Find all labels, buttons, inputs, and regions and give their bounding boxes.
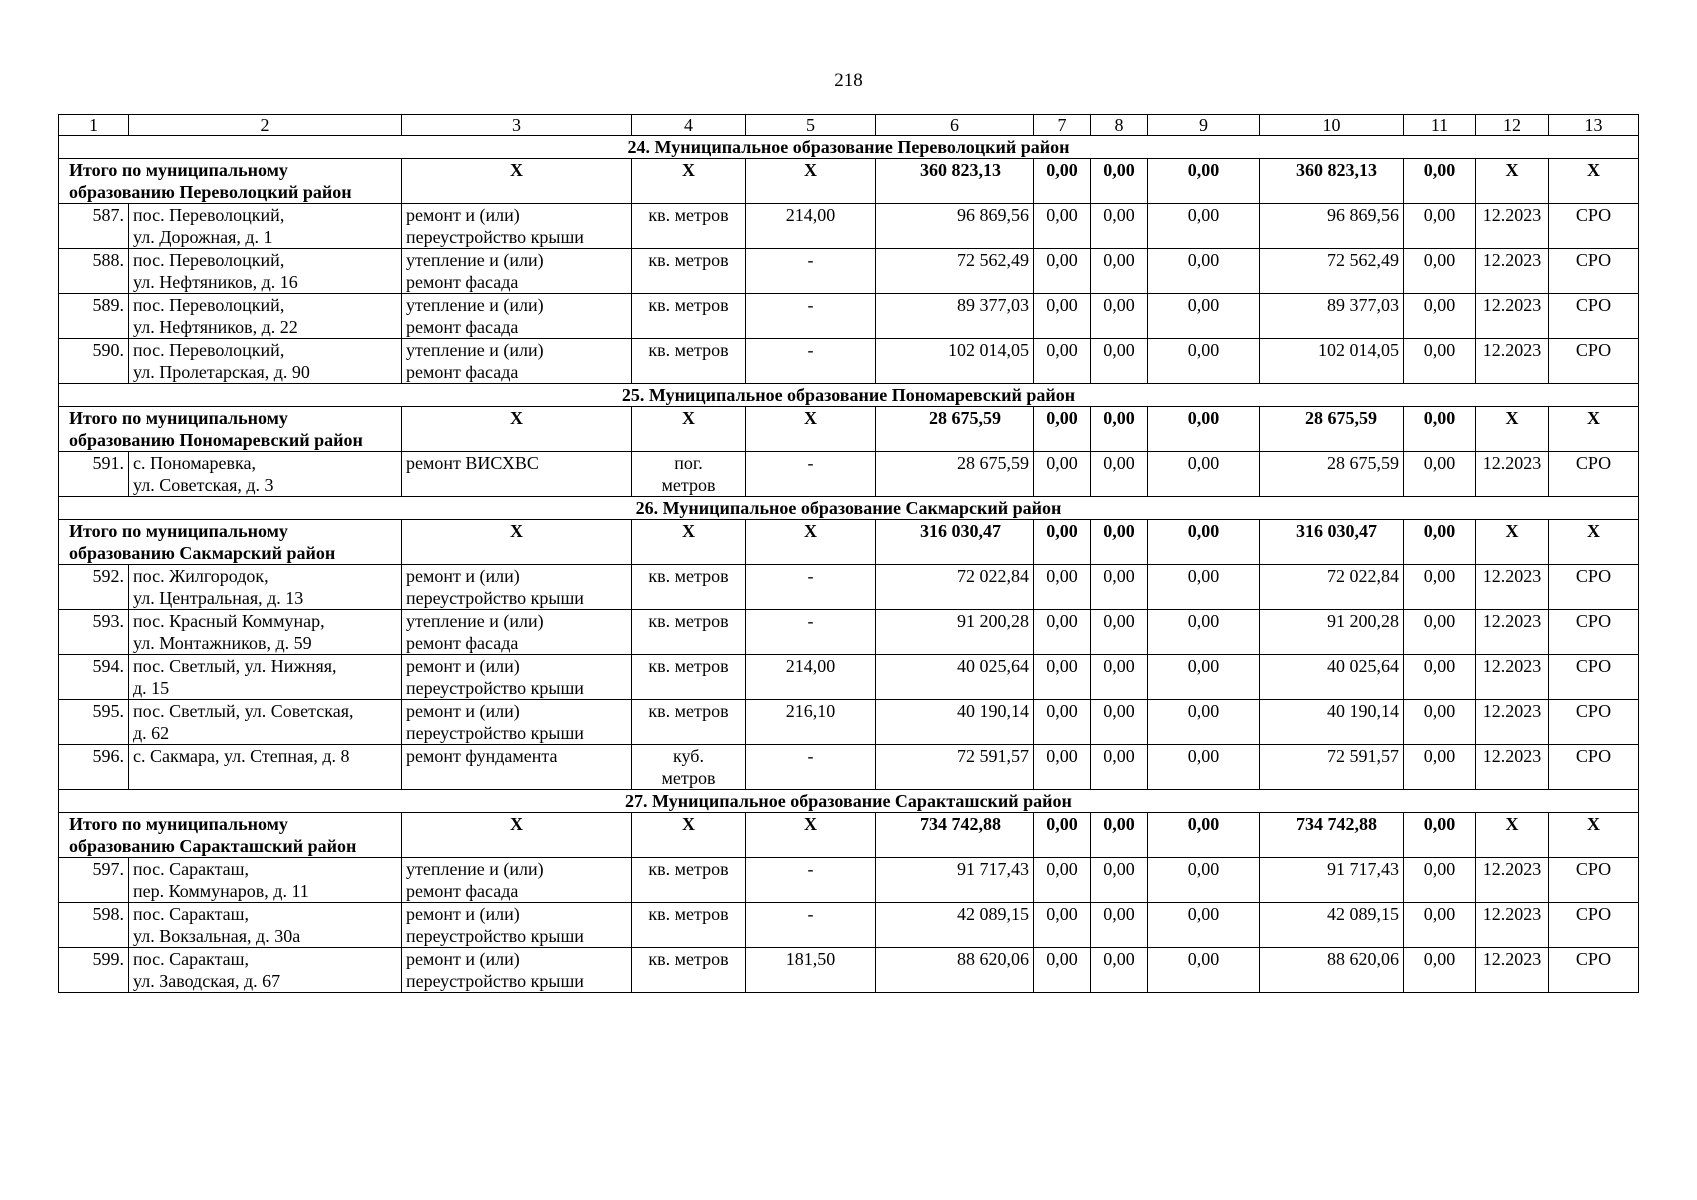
column-number: 12 [1476, 115, 1549, 136]
col11-cell: 0,00 [1404, 452, 1476, 497]
column-number: 11 [1404, 115, 1476, 136]
address-cell: с. Сакмара, ул. Степная, д. 8 [129, 745, 402, 790]
deadline-cell: 12.2023 [1476, 700, 1549, 745]
quantity-cell: - [746, 294, 876, 339]
total-col9: 0,00 [1148, 520, 1260, 565]
col10-cell: 72 022,84 [1260, 565, 1404, 610]
executor-cell: СРО [1549, 745, 1639, 790]
unit-cell: кв. метров [632, 700, 746, 745]
unit-cell: кв. метров [632, 903, 746, 948]
table-row [59, 903, 1639, 948]
cost-cell: 40 025,64 [876, 655, 1034, 700]
quantity-cell: - [746, 565, 876, 610]
cost-cell: 72 022,84 [876, 565, 1034, 610]
col7-cell: 0,00 [1034, 339, 1091, 384]
cost-cell: 96 869,56 [876, 204, 1034, 249]
row-number: 598. [59, 903, 129, 948]
col7-cell: 0,00 [1034, 249, 1091, 294]
section-heading-row [59, 790, 1639, 813]
col10-cell: 89 377,03 [1260, 294, 1404, 339]
address-cell: пос. Переволоцкий, ул. Нефтяников, д. 16 [129, 249, 402, 294]
col8-cell: 0,00 [1091, 745, 1148, 790]
executor-cell: СРО [1549, 249, 1639, 294]
total-cost: 734 742,88 [876, 813, 1034, 858]
total-col10: 734 742,88 [1260, 813, 1404, 858]
executor-cell: СРО [1549, 700, 1639, 745]
cost-cell: 88 620,06 [876, 948, 1034, 993]
executor-cell: СРО [1549, 294, 1639, 339]
table-body [59, 115, 1639, 993]
col7-cell: 0,00 [1034, 745, 1091, 790]
col10-cell: 40 025,64 [1260, 655, 1404, 700]
unit-cell: куб. метров [632, 745, 746, 790]
total-col8: 0,00 [1091, 520, 1148, 565]
work-type-cell: ремонт ВИСХВС [402, 452, 632, 497]
total-col5: Х [746, 813, 876, 858]
quantity-cell: - [746, 452, 876, 497]
column-number: 8 [1091, 115, 1148, 136]
quantity-cell: - [746, 249, 876, 294]
section-total-row [59, 159, 1639, 204]
column-number: 4 [632, 115, 746, 136]
executor-cell: СРО [1549, 565, 1639, 610]
address-cell: пос. Переволоцкий, ул. Дорожная, д. 1 [129, 204, 402, 249]
deadline-cell: 12.2023 [1476, 452, 1549, 497]
col11-cell: 0,00 [1404, 610, 1476, 655]
total-cost: 360 823,13 [876, 159, 1034, 204]
col7-cell: 0,00 [1034, 452, 1091, 497]
unit-cell: кв. метров [632, 204, 746, 249]
col9-cell: 0,00 [1148, 655, 1260, 700]
work-type-cell: утепление и (или) ремонт фасада [402, 249, 632, 294]
col8-cell: 0,00 [1091, 903, 1148, 948]
col7-cell: 0,00 [1034, 858, 1091, 903]
address-cell: пос. Переволоцкий, ул. Нефтяников, д. 22 [129, 294, 402, 339]
table-row [59, 700, 1639, 745]
table-row [59, 294, 1639, 339]
total-col12: Х [1476, 813, 1549, 858]
capital-repair-table [58, 114, 1639, 993]
row-number: 590. [59, 339, 129, 384]
section-title: 27. Муниципальное образование Саракташский район [59, 790, 1639, 813]
executor-cell: СРО [1549, 903, 1639, 948]
col10-cell: 42 089,15 [1260, 903, 1404, 948]
work-type-cell: ремонт и (или) переустройство крыши [402, 655, 632, 700]
cost-cell: 91 200,28 [876, 610, 1034, 655]
total-col13: Х [1549, 159, 1639, 204]
col7-cell: 0,00 [1034, 903, 1091, 948]
unit-cell: кв. метров [632, 858, 746, 903]
column-number: 13 [1549, 115, 1639, 136]
table-row [59, 339, 1639, 384]
col9-cell: 0,00 [1148, 948, 1260, 993]
total-col5: Х [746, 407, 876, 452]
row-number: 595. [59, 700, 129, 745]
total-col4: Х [632, 159, 746, 204]
executor-cell: СРО [1549, 452, 1639, 497]
total-col12: Х [1476, 407, 1549, 452]
deadline-cell: 12.2023 [1476, 903, 1549, 948]
total-col11: 0,00 [1404, 813, 1476, 858]
col9-cell: 0,00 [1148, 452, 1260, 497]
total-col3: Х [402, 813, 632, 858]
work-type-cell: ремонт и (или) переустройство крыши [402, 903, 632, 948]
column-number: 3 [402, 115, 632, 136]
table-row [59, 745, 1639, 790]
total-col7: 0,00 [1034, 813, 1091, 858]
column-number: 6 [876, 115, 1034, 136]
col8-cell: 0,00 [1091, 858, 1148, 903]
deadline-cell: 12.2023 [1476, 294, 1549, 339]
section-title: 25. Муниципальное образование Пономаревский район [59, 384, 1639, 407]
col11-cell: 0,00 [1404, 339, 1476, 384]
total-col4: Х [632, 407, 746, 452]
col11-cell: 0,00 [1404, 903, 1476, 948]
quantity-cell: - [746, 858, 876, 903]
row-number: 589. [59, 294, 129, 339]
deadline-cell: 12.2023 [1476, 339, 1549, 384]
address-cell: пос. Переволоцкий, ул. Пролетарская, д. 90 [129, 339, 402, 384]
page-number: 218 [834, 70, 863, 91]
column-number: 2 [129, 115, 402, 136]
table-row [59, 452, 1639, 497]
total-col7: 0,00 [1034, 159, 1091, 204]
total-col5: Х [746, 520, 876, 565]
col11-cell: 0,00 [1404, 948, 1476, 993]
unit-cell: кв. метров [632, 565, 746, 610]
deadline-cell: 12.2023 [1476, 249, 1549, 294]
col9-cell: 0,00 [1148, 204, 1260, 249]
row-number: 593. [59, 610, 129, 655]
col8-cell: 0,00 [1091, 339, 1148, 384]
total-col11: 0,00 [1404, 159, 1476, 204]
cost-cell: 72 591,57 [876, 745, 1034, 790]
row-number: 597. [59, 858, 129, 903]
cost-cell: 28 675,59 [876, 452, 1034, 497]
col9-cell: 0,00 [1148, 249, 1260, 294]
total-col13: Х [1549, 813, 1639, 858]
address-cell: пос. Саракташ, пер. Коммунаров, д. 11 [129, 858, 402, 903]
cost-cell: 102 014,05 [876, 339, 1034, 384]
address-cell: с. Пономаревка, ул. Советская, д. 3 [129, 452, 402, 497]
col11-cell: 0,00 [1404, 294, 1476, 339]
total-col10: 360 823,13 [1260, 159, 1404, 204]
address-cell: пос. Светлый, ул. Советская, д. 62 [129, 700, 402, 745]
deadline-cell: 12.2023 [1476, 204, 1549, 249]
section-title: 26. Муниципальное образование Сакмарский район [59, 497, 1639, 520]
table-row [59, 655, 1639, 700]
col7-cell: 0,00 [1034, 700, 1091, 745]
unit-cell: кв. метров [632, 655, 746, 700]
total-col7: 0,00 [1034, 407, 1091, 452]
total-cost: 28 675,59 [876, 407, 1034, 452]
row-number: 587. [59, 204, 129, 249]
col9-cell: 0,00 [1148, 903, 1260, 948]
total-label: Итого по муниципальному образованию Саракташский район [59, 813, 402, 858]
quantity-cell: - [746, 745, 876, 790]
section-heading-row [59, 384, 1639, 407]
table-row [59, 858, 1639, 903]
work-type-cell: утепление и (или) ремонт фасада [402, 339, 632, 384]
col11-cell: 0,00 [1404, 858, 1476, 903]
quantity-cell: 216,10 [746, 700, 876, 745]
executor-cell: СРО [1549, 948, 1639, 993]
total-col11: 0,00 [1404, 520, 1476, 565]
col8-cell: 0,00 [1091, 249, 1148, 294]
table-row [59, 948, 1639, 993]
column-number-row [59, 115, 1639, 136]
executor-cell: СРО [1549, 858, 1639, 903]
address-cell: пос. Саракташ, ул. Вокзальная, д. 30а [129, 903, 402, 948]
quantity-cell: 214,00 [746, 204, 876, 249]
col9-cell: 0,00 [1148, 294, 1260, 339]
section-total-row [59, 407, 1639, 452]
col10-cell: 96 869,56 [1260, 204, 1404, 249]
col11-cell: 0,00 [1404, 565, 1476, 610]
col9-cell: 0,00 [1148, 858, 1260, 903]
total-col13: Х [1549, 520, 1639, 565]
work-type-cell: ремонт и (или) переустройство крыши [402, 700, 632, 745]
col8-cell: 0,00 [1091, 655, 1148, 700]
total-col4: Х [632, 520, 746, 565]
work-type-cell: утепление и (или) ремонт фасада [402, 294, 632, 339]
column-number: 9 [1148, 115, 1260, 136]
total-col10: 316 030,47 [1260, 520, 1404, 565]
unit-cell: пог. метров [632, 452, 746, 497]
work-type-cell: ремонт фундамента [402, 745, 632, 790]
row-number: 596. [59, 745, 129, 790]
row-number: 599. [59, 948, 129, 993]
work-type-cell: утепление и (или) ремонт фасада [402, 858, 632, 903]
address-cell: пос. Красный Коммунар, ул. Монтажников, д. 59 [129, 610, 402, 655]
col10-cell: 102 014,05 [1260, 339, 1404, 384]
deadline-cell: 12.2023 [1476, 858, 1549, 903]
executor-cell: СРО [1549, 610, 1639, 655]
col10-cell: 72 562,49 [1260, 249, 1404, 294]
address-cell: пос. Светлый, ул. Нижняя, д. 15 [129, 655, 402, 700]
column-number: 10 [1260, 115, 1404, 136]
quantity-cell: 214,00 [746, 655, 876, 700]
work-type-cell: ремонт и (или) переустройство крыши [402, 204, 632, 249]
section-heading-row [59, 497, 1639, 520]
deadline-cell: 12.2023 [1476, 655, 1549, 700]
col11-cell: 0,00 [1404, 249, 1476, 294]
deadline-cell: 12.2023 [1476, 948, 1549, 993]
total-col7: 0,00 [1034, 520, 1091, 565]
total-col8: 0,00 [1091, 813, 1148, 858]
col9-cell: 0,00 [1148, 610, 1260, 655]
quantity-cell: - [746, 903, 876, 948]
col10-cell: 72 591,57 [1260, 745, 1404, 790]
table-row [59, 204, 1639, 249]
total-col11: 0,00 [1404, 407, 1476, 452]
section-total-row [59, 813, 1639, 858]
col9-cell: 0,00 [1148, 565, 1260, 610]
total-col8: 0,00 [1091, 159, 1148, 204]
unit-cell: кв. метров [632, 948, 746, 993]
total-col4: Х [632, 813, 746, 858]
unit-cell: кв. метров [632, 610, 746, 655]
section-heading-row [59, 136, 1639, 159]
executor-cell: СРО [1549, 204, 1639, 249]
col7-cell: 0,00 [1034, 610, 1091, 655]
cost-cell: 72 562,49 [876, 249, 1034, 294]
col10-cell: 88 620,06 [1260, 948, 1404, 993]
table-row [59, 565, 1639, 610]
col9-cell: 0,00 [1148, 339, 1260, 384]
address-cell: пос. Саракташ, ул. Заводская, д. 67 [129, 948, 402, 993]
unit-cell: кв. метров [632, 339, 746, 384]
row-number: 594. [59, 655, 129, 700]
total-col3: Х [402, 520, 632, 565]
col8-cell: 0,00 [1091, 948, 1148, 993]
total-label: Итого по муниципальному образованию Пономаревский район [59, 407, 402, 452]
total-col12: Х [1476, 520, 1549, 565]
col8-cell: 0,00 [1091, 565, 1148, 610]
column-number: 7 [1034, 115, 1091, 136]
total-col3: Х [402, 159, 632, 204]
total-col10: 28 675,59 [1260, 407, 1404, 452]
deadline-cell: 12.2023 [1476, 565, 1549, 610]
col11-cell: 0,00 [1404, 745, 1476, 790]
col11-cell: 0,00 [1404, 204, 1476, 249]
col7-cell: 0,00 [1034, 565, 1091, 610]
row-number: 591. [59, 452, 129, 497]
cost-cell: 40 190,14 [876, 700, 1034, 745]
unit-cell: кв. метров [632, 294, 746, 339]
quantity-cell: - [746, 339, 876, 384]
column-number: 1 [59, 115, 129, 136]
col8-cell: 0,00 [1091, 204, 1148, 249]
col7-cell: 0,00 [1034, 948, 1091, 993]
col10-cell: 28 675,59 [1260, 452, 1404, 497]
work-type-cell: утепление и (или) ремонт фасада [402, 610, 632, 655]
total-col5: Х [746, 159, 876, 204]
col9-cell: 0,00 [1148, 700, 1260, 745]
quantity-cell: - [746, 610, 876, 655]
executor-cell: СРО [1549, 339, 1639, 384]
col8-cell: 0,00 [1091, 610, 1148, 655]
quantity-cell: 181,50 [746, 948, 876, 993]
deadline-cell: 12.2023 [1476, 610, 1549, 655]
col10-cell: 91 717,43 [1260, 858, 1404, 903]
col7-cell: 0,00 [1034, 204, 1091, 249]
col8-cell: 0,00 [1091, 700, 1148, 745]
total-col3: Х [402, 407, 632, 452]
column-number: 5 [746, 115, 876, 136]
total-label: Итого по муниципальному образованию Сакмарский район [59, 520, 402, 565]
section-title: 24. Муниципальное образование Переволоцкий район [59, 136, 1639, 159]
col10-cell: 91 200,28 [1260, 610, 1404, 655]
cost-cell: 89 377,03 [876, 294, 1034, 339]
total-col9: 0,00 [1148, 813, 1260, 858]
col8-cell: 0,00 [1091, 294, 1148, 339]
total-label: Итого по муниципальному образованию Переволоцкий район [59, 159, 402, 204]
work-type-cell: ремонт и (или) переустройство крыши [402, 565, 632, 610]
cost-cell: 91 717,43 [876, 858, 1034, 903]
col7-cell: 0,00 [1034, 655, 1091, 700]
table-row [59, 249, 1639, 294]
row-number: 592. [59, 565, 129, 610]
address-cell: пос. Жилгородок, ул. Центральная, д. 13 [129, 565, 402, 610]
unit-cell: кв. метров [632, 249, 746, 294]
cost-cell: 42 089,15 [876, 903, 1034, 948]
col9-cell: 0,00 [1148, 745, 1260, 790]
executor-cell: СРО [1549, 655, 1639, 700]
col10-cell: 40 190,14 [1260, 700, 1404, 745]
total-cost: 316 030,47 [876, 520, 1034, 565]
deadline-cell: 12.2023 [1476, 745, 1549, 790]
total-col9: 0,00 [1148, 159, 1260, 204]
total-col8: 0,00 [1091, 407, 1148, 452]
row-number: 588. [59, 249, 129, 294]
col8-cell: 0,00 [1091, 452, 1148, 497]
total-col9: 0,00 [1148, 407, 1260, 452]
section-total-row [59, 520, 1639, 565]
total-col12: Х [1476, 159, 1549, 204]
col7-cell: 0,00 [1034, 294, 1091, 339]
total-col13: Х [1549, 407, 1639, 452]
table-row [59, 610, 1639, 655]
col11-cell: 0,00 [1404, 655, 1476, 700]
work-type-cell: ремонт и (или) переустройство крыши [402, 948, 632, 993]
col11-cell: 0,00 [1404, 700, 1476, 745]
